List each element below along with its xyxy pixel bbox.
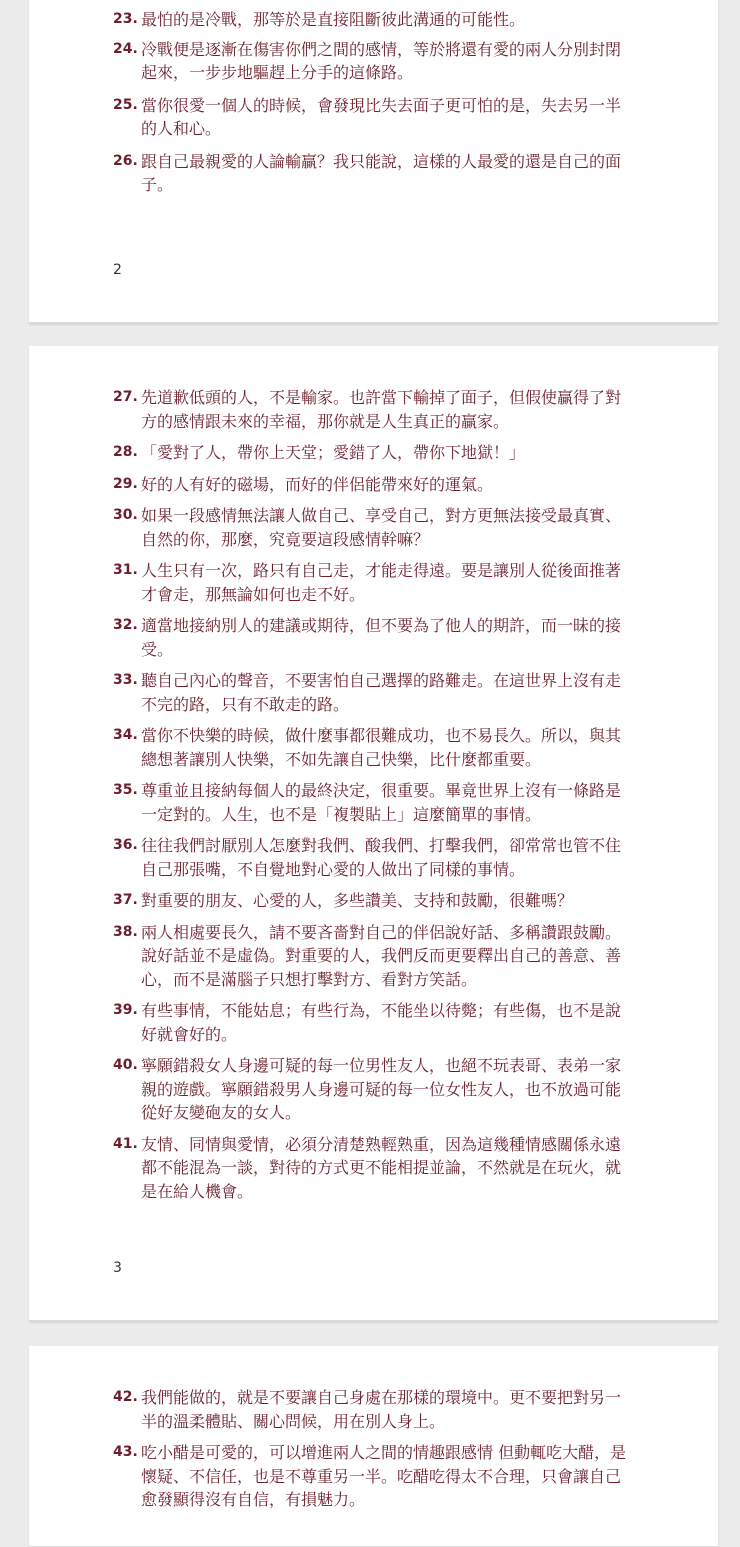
item-text: 如果一段感情無法讓人做自己、享受自己，對方更無法接受最真實、自然的你，那麼，究竟要這段感情幹嘛？ [141,506,622,549]
document-page [29,346,718,1321]
item-text: 「愛對了人，帶你上天堂；愛錯了人，帶你下地獄！」 [141,443,526,462]
item-text: 冷戰便是逐漸在傷害你們之間的感情，等於將還有愛的兩人分別封閉起來，一步步地驅趕上分手的這條路。 [141,39,622,82]
item-number: 37. [113,892,138,908]
list-item [113,889,633,913]
list-item [113,441,633,465]
list-item [113,614,633,661]
list-item [113,559,633,606]
item-number: 43. [113,1444,138,1460]
item-number: 40. [113,1057,138,1073]
item-text: 跟自己最親愛的人論輸贏？我只能說，這樣的人最愛的還是自己的面子。 [141,151,622,194]
item-text: 好的人有好的磁場，而好的伴侶能帶來好的運氣。 [141,474,494,494]
item-number: 36. [113,837,138,853]
item-text: 人生只有一次，路只有自己走，才能走得遠。要是讓別人從後面推著才會走，那無論如何也走不好。 [141,561,622,604]
item-number: 31. [113,562,138,578]
document-page [29,0,718,323]
item-text: 往往我們討厭別人怎麼對我們、酸我們、打擊我們，卻常常也管不住自己那張嘴，不自覺地對心愛的人做出了同樣的事情。 [141,836,622,879]
list-item [113,724,633,771]
list-item [113,8,633,32]
item-number: 42. [113,1389,138,1405]
item-text: 兩人相處要長久，請不要吝嗇對自己的伴侶說好話、多稱讚跟鼓勵。說好話並不是虛偽。對重要的人，我們反而更要釋出自己的善意、善心，而不是滿腦子只想打擊對方、看對方笑話。 [141,922,622,989]
list-item [113,386,633,433]
item-text: 友情、同情與愛情，必須分清楚熟輕熟重，因為這幾種情感關係永遠都不能混為一談，對待的方式更不能相提並論，不然就是在玩火，就是在給人機會。 [141,1134,622,1201]
item-text: 吃小醋是可愛的，可以增進兩人之間的情趣跟感情 但動輒吃大醋，是懷疑、不信任，也是不尊重另一半。吃醋吃得太不合理，只會讓自己愈發顯得沒有自信，有損魅力。 [141,1443,627,1509]
list-item [113,834,633,881]
item-number: 24. [113,40,138,57]
item-text: 寧願錯殺女人身邊可疑的每一位男性友人，也絕不玩表哥、表弟一家親的遊戲。寧願錯殺男人身邊可疑的每一位女性友人，也不放過可能從好友變砲友的女人。 [141,1056,622,1122]
list-item [113,999,633,1046]
item-text: 對重要的朋友、心愛的人，多些讚美、支持和鼓勵，很難嗎？ [141,891,574,910]
item-text: 當你不快樂的時候，做什麼事都很難成功，也不易長久。所以，與其總想著讓別人快樂，不如先讓自己快樂，比什麼都重要。 [141,726,622,769]
list-item [113,473,633,497]
item-text: 尊重並且接納每個人的最終決定，很重要。畢竟世界上沒有一條路是一定對的。人生，也不是「複製貼上」這麼簡單的事情。 [141,781,622,824]
document-page [29,1346,718,1547]
item-number: 29. [113,475,138,492]
item-number: 41. [113,1135,138,1152]
item-number: 27. [113,389,138,405]
item-number: 34. [113,727,138,743]
item-text: 適當地接納別人的建議或期待，但不要為了他人的期許，而一昧的接受。 [141,616,622,659]
list-item [113,38,633,85]
item-text: 當你很愛一個人的時候，會發現比失去面子更可怕的是，失去另一半的人和心。 [141,95,622,138]
numbered-list [113,8,633,197]
list-item [113,1133,633,1204]
item-number: 35. [113,782,138,798]
item-number: 33. [113,672,138,688]
list-item [113,1054,633,1125]
list-item [113,94,633,141]
item-text: 有些事情，不能姑息；有些行為，不能坐以待斃；有些傷，也不是說好就會好的。 [141,1001,622,1044]
numbered-list [113,386,633,1203]
list-item [113,669,633,716]
list-item [113,504,633,551]
item-text: 聽自己內心的聲音，不要害怕自己選擇的路難走。在這世界上沒有走不完的路，只有不敢走的路。 [141,671,622,714]
item-number: 26. [113,152,138,169]
list-item [113,1441,633,1512]
list-item [113,150,633,197]
page-number: 3 [113,1260,122,1276]
item-number: 38. [113,923,138,940]
numbered-list [113,1386,633,1512]
page-number: 2 [113,262,122,278]
item-number: 39. [113,1002,138,1018]
list-item [113,1386,633,1433]
item-number: 23. [113,11,138,27]
item-text: 最怕的是冷戰，那等於是直接阻斷彼此溝通的可能性。 [141,10,526,29]
list-item [113,779,633,826]
list-item [113,921,633,992]
item-number: 30. [113,507,138,523]
item-number: 32. [113,617,138,633]
item-number: 28. [113,444,138,460]
item-text: 先道歉低頭的人，不是輸家。也許當下輸掉了面子，但假使贏得了對方的感情跟未來的幸福，那你就是人生真正的贏家。 [141,388,622,431]
item-number: 25. [113,96,138,113]
item-text: 我們能做的，就是不要讓自己身處在那樣的環境中。更不要把對另一半的溫柔體貼、關心問候，用在別人身上。 [141,1388,622,1431]
